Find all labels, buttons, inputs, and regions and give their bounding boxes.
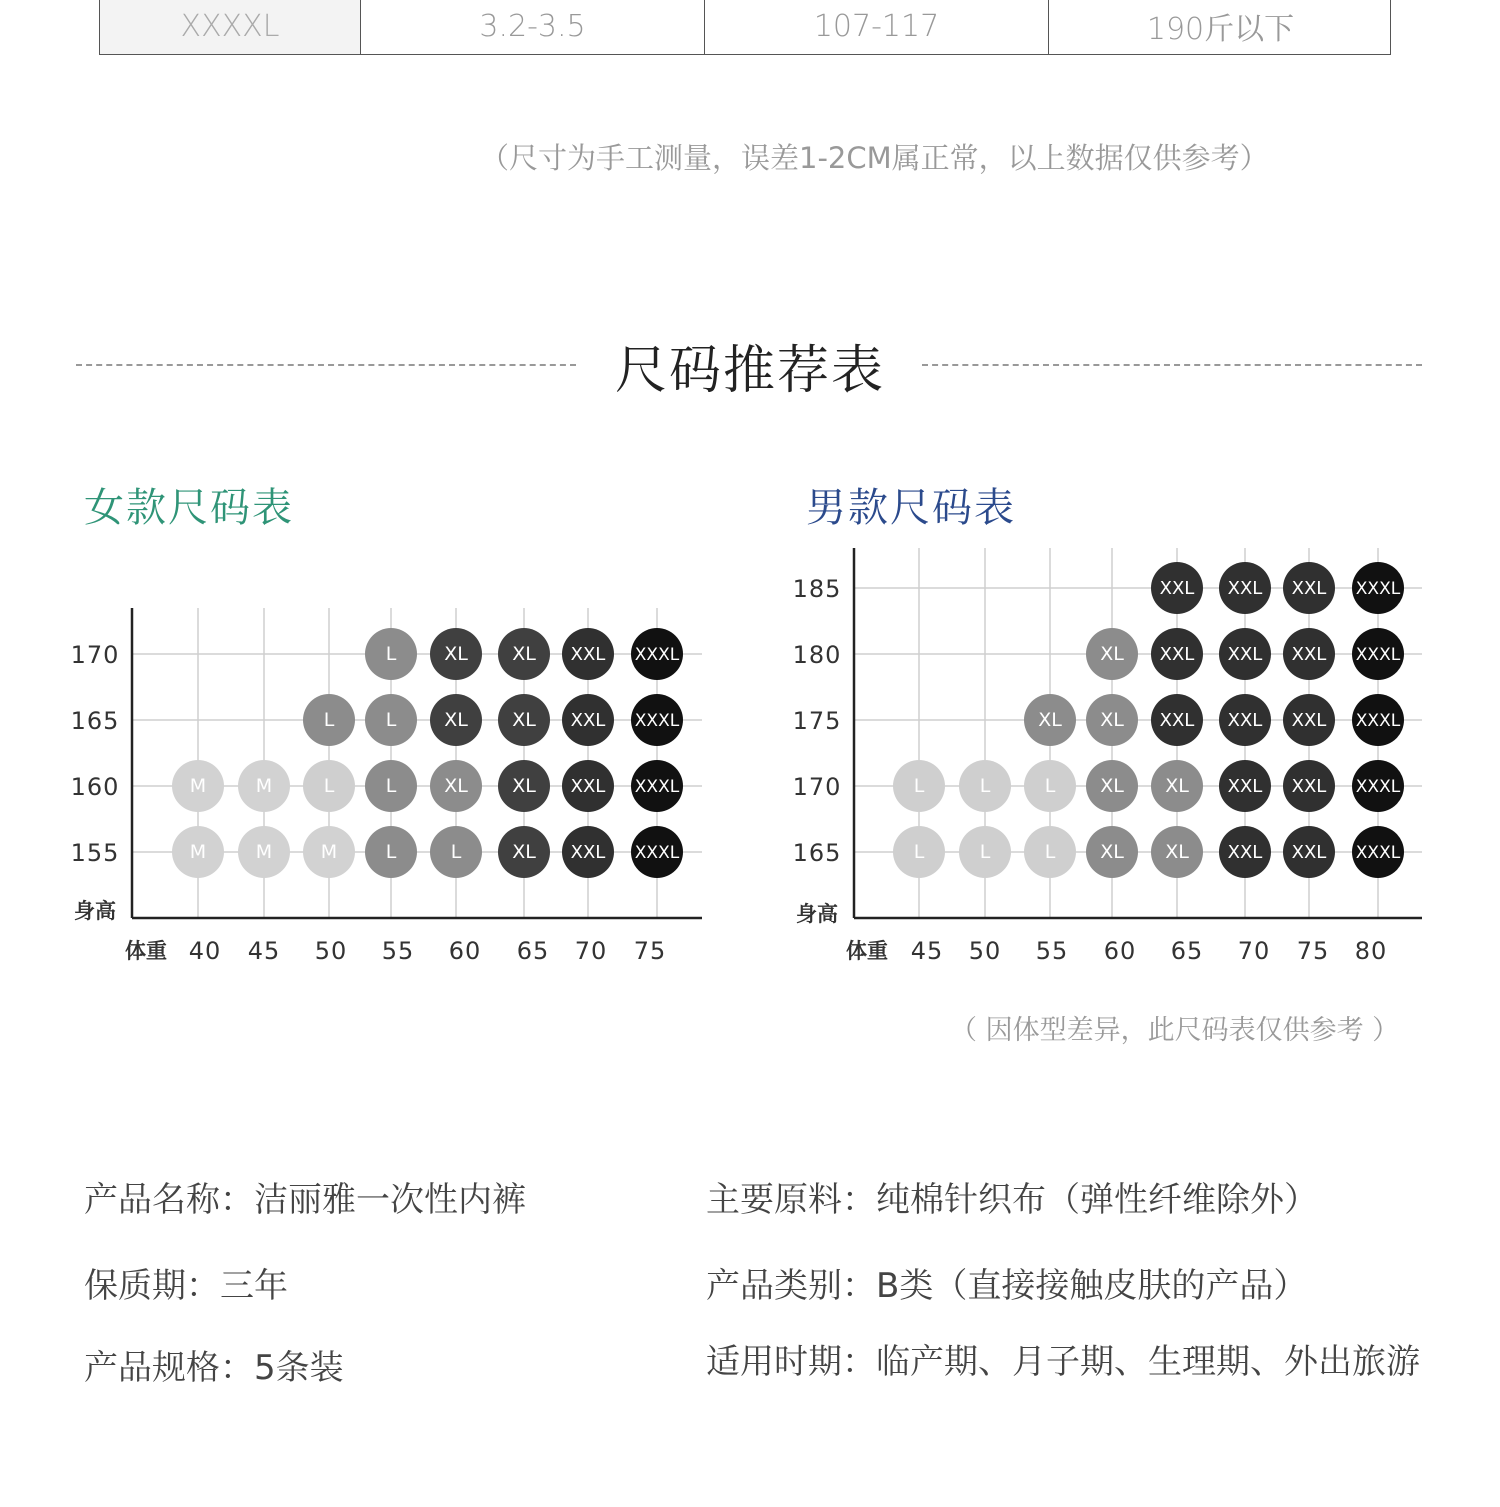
size-cell: XXXXL (100, 0, 360, 54)
men-size-label: XXL (1291, 578, 1327, 599)
men-size-label: L (1044, 841, 1056, 863)
men-size-label: XXL (1291, 710, 1327, 731)
men-x-tick-label: 45 (910, 937, 944, 965)
women-y-tick-label: 165 (70, 707, 120, 735)
men-size-label: L (1044, 775, 1056, 797)
women-size-label: XXXL (634, 777, 680, 797)
women-x-tick-label: 60 (448, 937, 482, 965)
women-x-tick-label: 50 (314, 937, 348, 965)
spec-usage-period: 适用时期：临产期、月子期、生理期、外出旅游 (706, 1342, 1420, 1382)
men-y-axis-title: 身高 (796, 902, 838, 926)
women-size-label: M (189, 775, 207, 797)
spec-shelf-life: 保质期：三年 (84, 1266, 288, 1306)
men-y-tick-label: 180 (792, 641, 842, 669)
section-title: 尺码推荐表 (614, 341, 885, 401)
men-size-label: XXL (1227, 644, 1263, 665)
men-size-label: XXXL (1355, 645, 1401, 665)
men-size-label: XXL (1159, 644, 1195, 665)
men-size-label: L (979, 775, 991, 797)
men-size-label: XXL (1227, 710, 1263, 731)
men-chart-title: 男款尺码表 (806, 485, 1016, 531)
women-size-label: XXL (570, 644, 606, 665)
men-x-axis-title: 体重 (846, 939, 888, 963)
women-size-label: XL (512, 841, 536, 863)
men-x-tick-label: 65 (1170, 937, 1204, 965)
women-size-label: L (385, 775, 397, 797)
men-size-label: XXL (1159, 710, 1195, 731)
men-size-label: XXXL (1355, 777, 1401, 797)
men-size-label: XXXL (1355, 711, 1401, 731)
hip-cell: 107-117 (704, 0, 1048, 54)
men-size-label: XXXL (1355, 579, 1401, 599)
women-x-tick-label: 65 (516, 937, 550, 965)
measurement-note: （尺寸为手工测量，误差1-2CM属正常，以上数据仅供参考） (480, 141, 1269, 175)
men-x-tick-label: 50 (968, 937, 1002, 965)
women-x-tick-label: 40 (188, 937, 222, 965)
women-size-label: L (385, 643, 397, 665)
women-x-tick-label: 55 (381, 937, 415, 965)
women-size-label: M (255, 775, 273, 797)
women-size-label: M (189, 841, 207, 863)
women-size-label: XL (512, 643, 536, 665)
spec-material: 主要原料：纯棉针织布（弹性纤维除外） (706, 1180, 1318, 1220)
women-size-label: XL (444, 775, 468, 797)
men-x-tick-label: 70 (1237, 937, 1271, 965)
men-size-label: L (913, 775, 925, 797)
women-x-tick-label: 45 (247, 937, 281, 965)
men-size-label: XL (1038, 709, 1062, 731)
women-size-label: M (255, 841, 273, 863)
spec-product-name: 产品名称：洁丽雅一次性内裤 (84, 1180, 526, 1220)
men-size-label: L (979, 841, 991, 863)
men-y-tick-label: 165 (792, 839, 842, 867)
men-size-label: XXL (1227, 776, 1263, 797)
men-size-label: XL (1100, 775, 1124, 797)
women-size-label: XXXL (634, 843, 680, 863)
women-size-label: XXL (570, 776, 606, 797)
women-y-tick-label: 160 (70, 773, 120, 801)
women-size-label: L (450, 841, 462, 863)
men-x-tick-label: 75 (1296, 937, 1330, 965)
men-size-label: XL (1165, 775, 1189, 797)
women-x-tick-label: 70 (574, 937, 608, 965)
men-size-label: L (913, 841, 925, 863)
women-size-label: XXL (570, 842, 606, 863)
men-x-tick-label: 55 (1035, 937, 1069, 965)
women-x-axis-title: 体重 (125, 939, 167, 963)
women-size-label: XXXL (634, 711, 680, 731)
men-y-tick-label: 175 (792, 707, 842, 735)
women-size-label: XL (512, 775, 536, 797)
women-size-label: L (385, 709, 397, 731)
weight-cell: 190斤以下 (1048, 0, 1392, 54)
women-size-label: XL (444, 643, 468, 665)
men-x-tick-label: 60 (1103, 937, 1137, 965)
men-size-label: XL (1165, 841, 1189, 863)
women-y-tick-label: 170 (70, 641, 120, 669)
women-size-label: XL (512, 709, 536, 731)
women-chart-title: 女款尺码表 (84, 485, 294, 531)
women-y-tick-label: 155 (70, 839, 120, 867)
men-size-label: XXL (1227, 578, 1263, 599)
women-x-tick-label: 75 (633, 937, 667, 965)
women-size-label: L (323, 775, 335, 797)
men-y-tick-label: 185 (792, 575, 842, 603)
men-y-tick-label: 170 (792, 773, 842, 801)
men-size-label: XXL (1227, 842, 1263, 863)
women-size-label: XXXL (634, 645, 680, 665)
men-size-label: XXL (1159, 578, 1195, 599)
women-size-label: XXL (570, 710, 606, 731)
men-size-label: XXL (1291, 842, 1327, 863)
men-size-label: XL (1100, 643, 1124, 665)
men-size-label: XXL (1291, 644, 1327, 665)
women-y-axis-title: 身高 (74, 899, 116, 923)
women-size-label: XL (444, 709, 468, 731)
chart-disclaimer: （ 因体型差异，此尺码表仅供参考 ） (950, 1015, 1400, 1046)
spec-pack-size: 产品规格：5条装 (84, 1348, 344, 1388)
men-size-label: XXL (1291, 776, 1327, 797)
men-size-label: XXXL (1355, 843, 1401, 863)
men-size-label: XL (1100, 841, 1124, 863)
waist-cell: 3.2-3.5 (360, 0, 704, 54)
men-x-tick-label: 80 (1354, 937, 1388, 965)
women-size-label: L (385, 841, 397, 863)
men-size-label: XL (1100, 709, 1124, 731)
women-size-label: M (320, 841, 338, 863)
women-size-label: L (323, 709, 335, 731)
spec-category: 产品类别：B类（直接接触皮肤的产品） (706, 1266, 1308, 1306)
